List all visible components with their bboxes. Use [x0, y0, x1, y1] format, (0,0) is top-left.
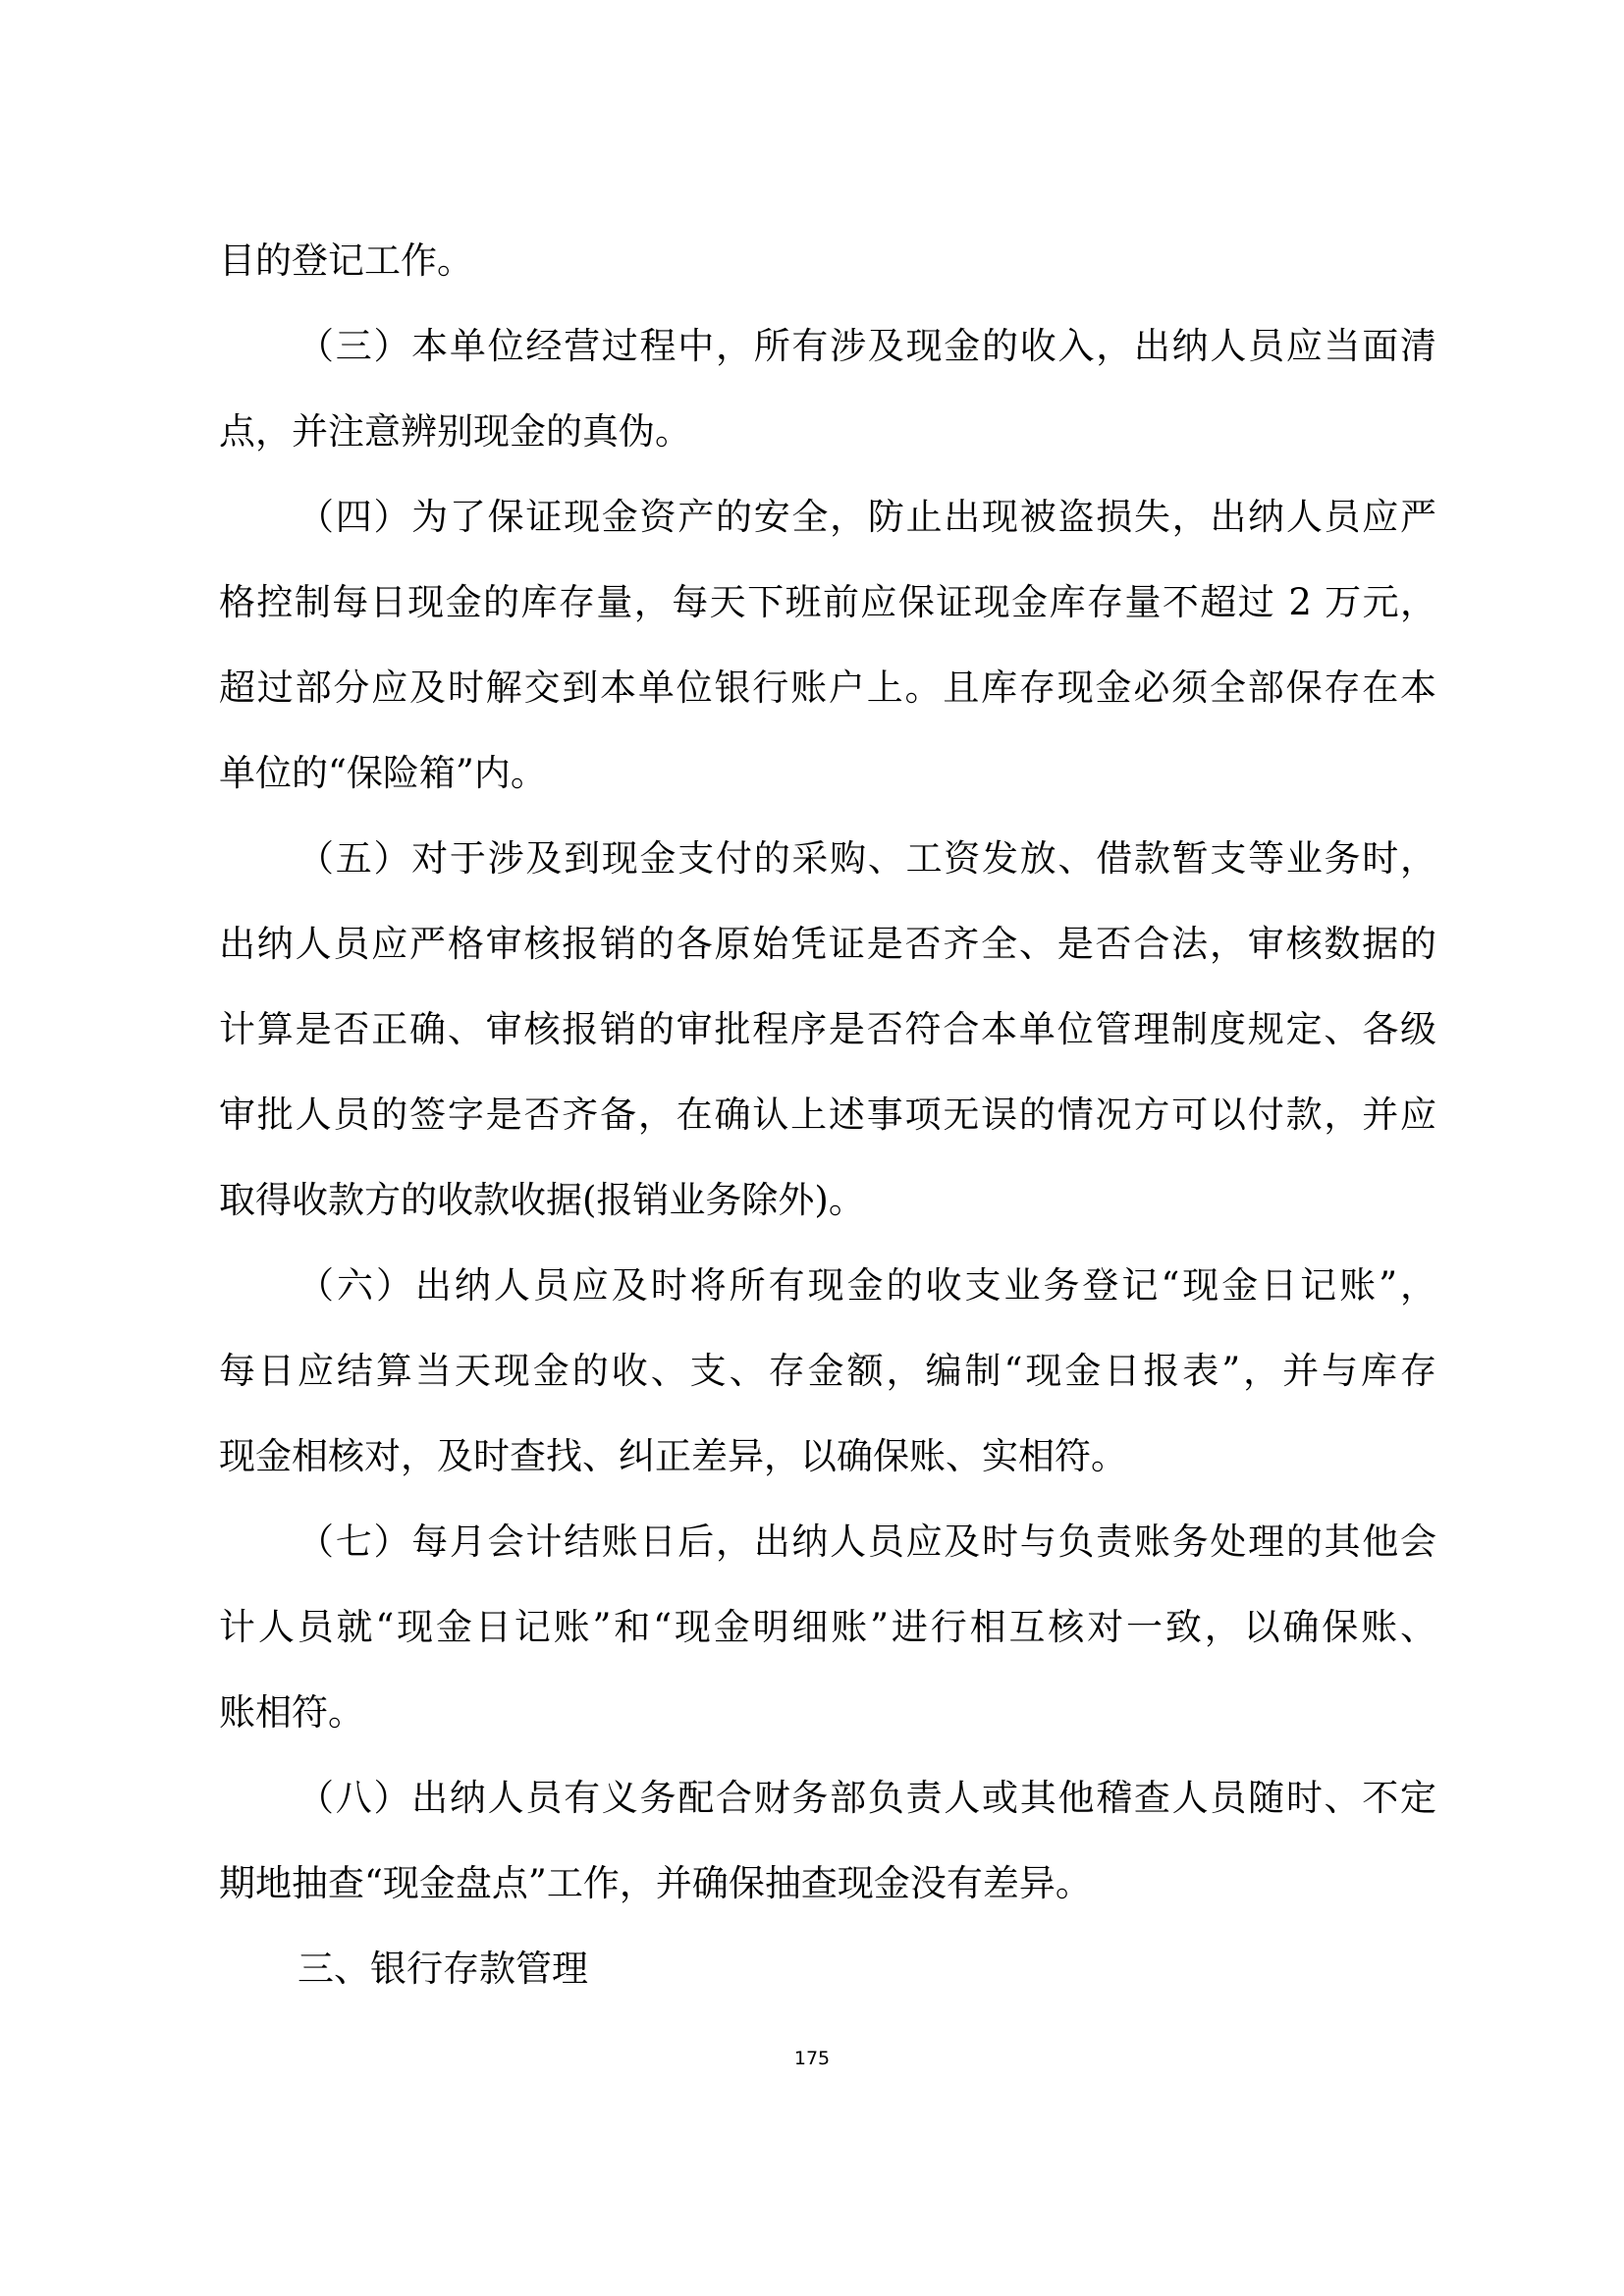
paragraph-first-line: （七）每月会计结账日后，出纳人员应及时与负责账务处理的其他会 [298, 1521, 1436, 1563]
text-line: 单位的“保险箱”内。 [219, 752, 547, 794]
text-line: 出纳人员应严格审核报销的各原始凭证是否齐全、是否合法，审核数据的 [219, 923, 1436, 965]
text-line: 取得收款方的收款收据(报销业务除外)。 [219, 1179, 865, 1221]
paragraph-first-line: （八）出纳人员有义务配合财务部负责人或其他稽查人员随时、不定 [298, 1777, 1436, 1819]
text-line: 期地抽查“现金盘点”工作，并确保抽查现金没有差异。 [219, 1862, 1092, 1904]
paragraph-first-line: （五）对于涉及到现金支付的采购、工资发放、借款暂支等业务时， [298, 837, 1436, 880]
text-line: 账相符。 [219, 1691, 364, 1734]
text-line: 格控制每日现金的库存量，每天下班前应保证现金库存量不超过 2 万元， [219, 581, 1436, 623]
text-line: 每日应结算当天现金的收、支、存金额，编制“现金日报表”，并与库存 [219, 1350, 1436, 1392]
text-line: 目的登记工作。 [219, 240, 473, 282]
text-line: 超过部分应及时解交到本单位银行账户上。且库存现金必须全部保存在本 [219, 667, 1436, 709]
text-line: 现金相核对，及时查找、纠正差异，以确保账、实相符。 [219, 1435, 1127, 1477]
text-line: 计人员就“现金日记账”和“现金明细账”进行相互核对一致，以确保账、 [219, 1606, 1436, 1648]
body-text [219, 224, 1436, 2017]
page-number: 175 [793, 2048, 831, 2069]
text-line: 审批人员的签字是否齐备，在确认上述事项无误的情况方可以付款，并应 [219, 1094, 1436, 1136]
paragraph-first-line: （四）为了保证现金资产的安全，防止出现被盗损失，出纳人员应严 [298, 496, 1436, 538]
paragraph-first-line: （三）本单位经营过程中，所有涉及现金的收入，出纳人员应当面清 [298, 325, 1436, 367]
section-heading: 三、银行存款管理 [298, 1948, 588, 1990]
text-line: 点，并注意辨别现金的真伪。 [219, 410, 691, 453]
text-line: 计算是否正确、审核报销的审批程序是否符合本单位管理制度规定、各级 [219, 1008, 1436, 1050]
paragraph-first-line: （六）出纳人员应及时将所有现金的收支业务登记“现金日记账”， [298, 1264, 1436, 1307]
